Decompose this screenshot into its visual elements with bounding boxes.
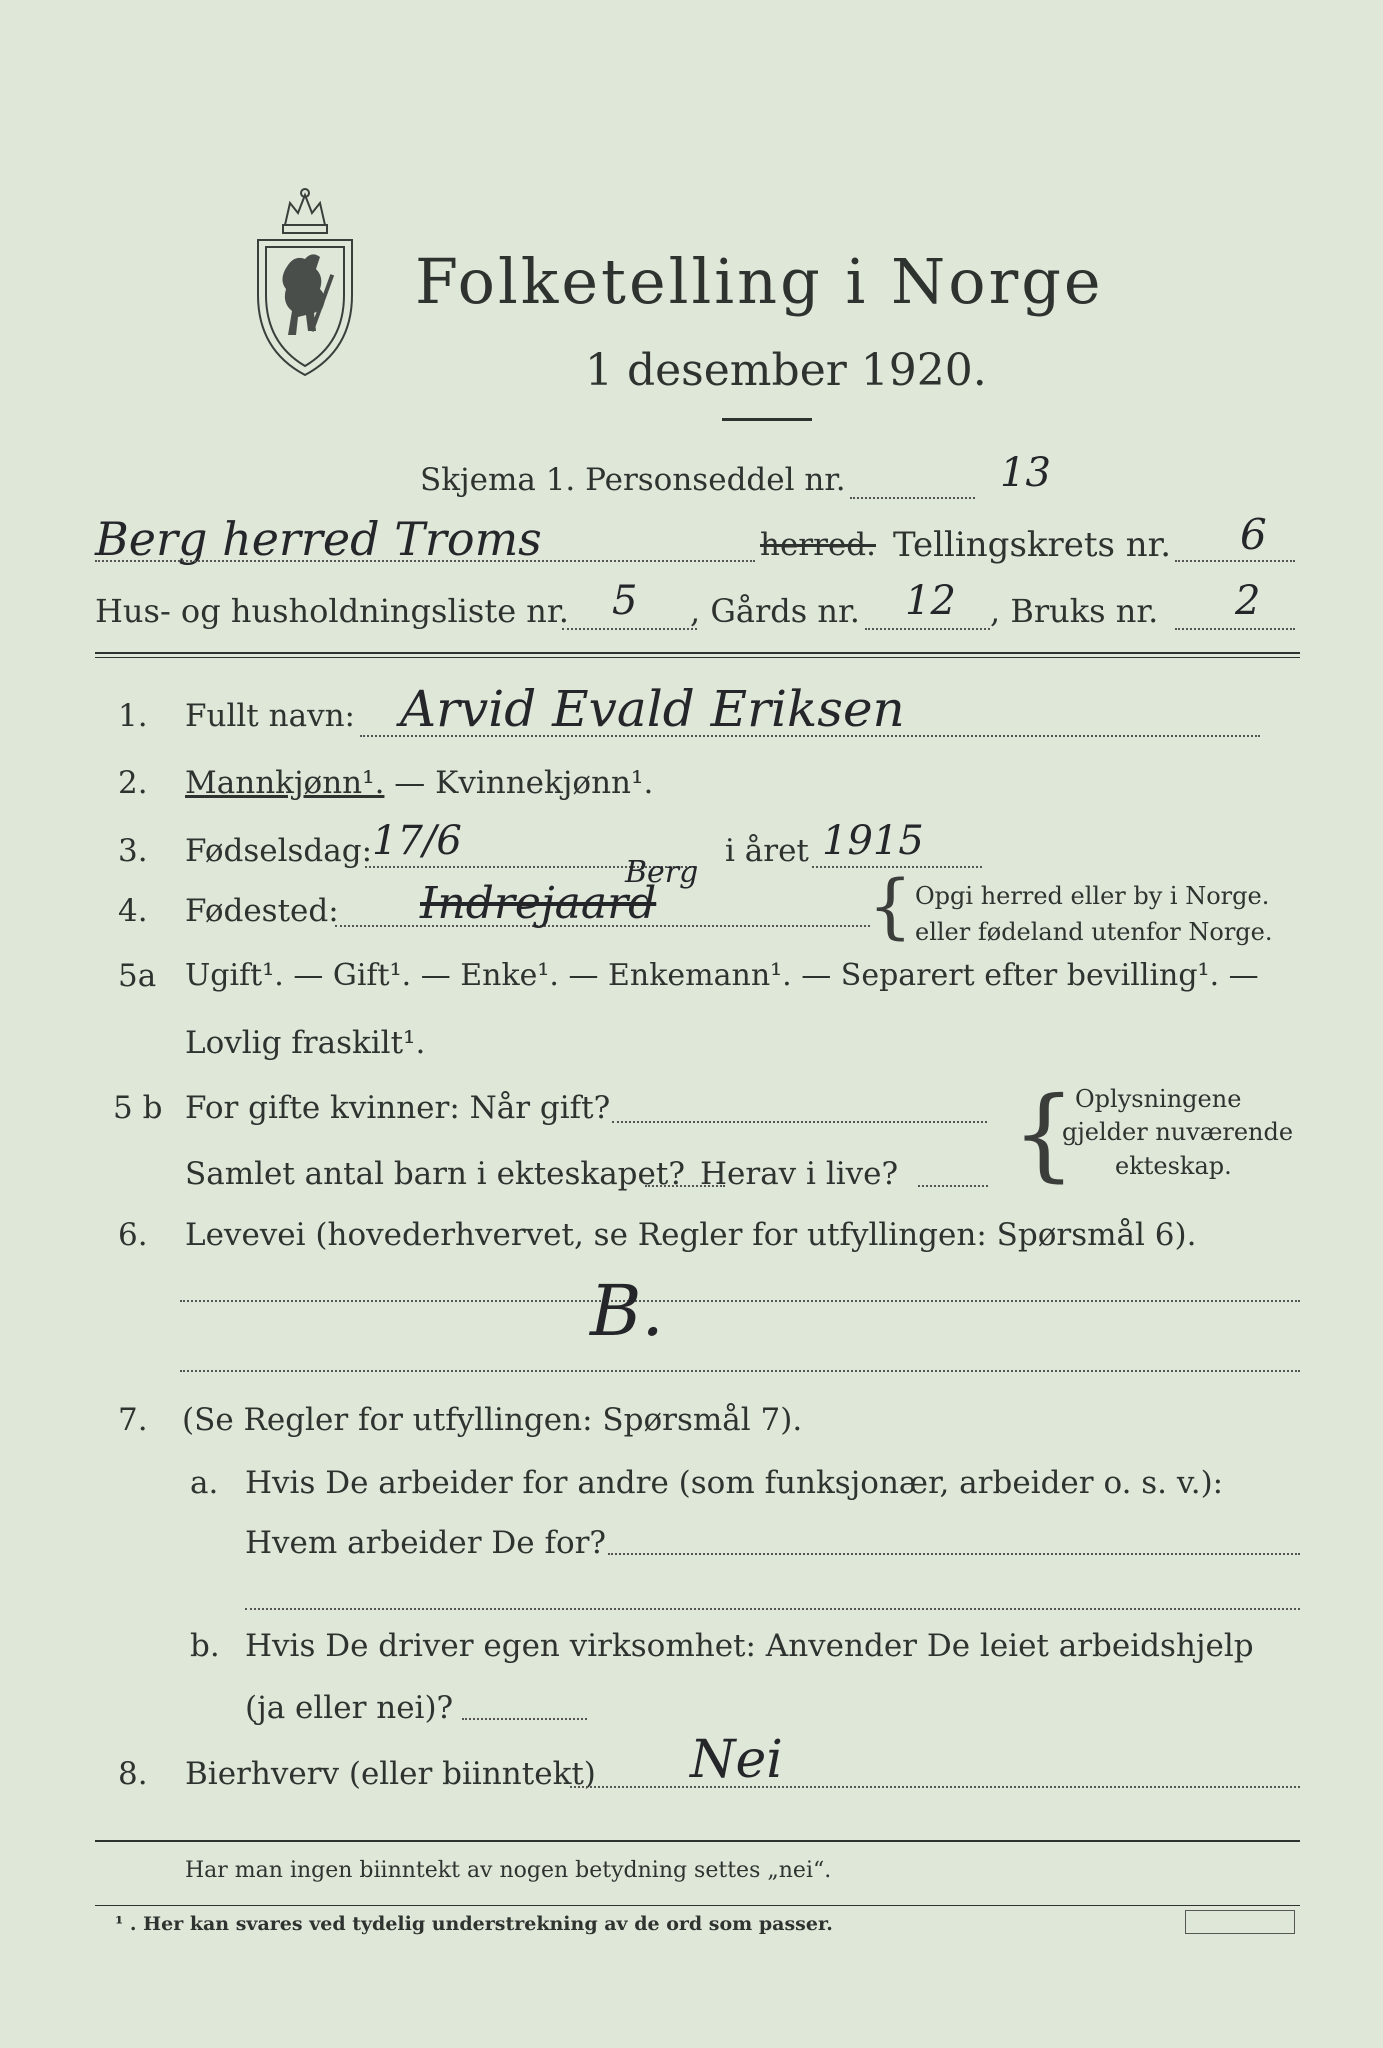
q5b-note-3: ekteskap.: [1115, 1152, 1232, 1180]
q3-year-label: i året: [725, 833, 809, 869]
q6-fill-line-1: [180, 1300, 1300, 1302]
tellingskrets-value: 6: [1240, 510, 1267, 559]
header-divider-2: [95, 657, 1300, 658]
q4-note-2: eller fødeland utenfor Norge.: [915, 918, 1273, 946]
q5b-note-2: gjelder nuværende: [1062, 1118, 1294, 1146]
q4-brace: {: [868, 865, 913, 947]
q2-number: 2.: [118, 765, 148, 801]
q6-fill-line-2: [180, 1370, 1300, 1372]
gards-label: , Gårds nr.: [690, 592, 860, 630]
q5b-line-2a: Samlet antal barn i ekteskapet?: [185, 1156, 685, 1192]
q6-value: B.: [590, 1270, 664, 1352]
q3-year-value: 1915: [822, 818, 924, 864]
gards-value: 12: [905, 578, 956, 624]
q7b-line-2: (ja eller nei)?: [245, 1690, 454, 1726]
coat-of-arms-icon: [250, 185, 360, 380]
q5b-number: 5 b: [113, 1090, 163, 1126]
tellingskrets-fill-line: [1175, 560, 1295, 562]
q8-value: Nei: [690, 1730, 783, 1790]
hus-liste-fill-line: [562, 628, 697, 630]
q5a-line-1: Ugift¹. — Gift¹. — Enke¹. — Enkemann¹. — Separert efter bevilling¹. —: [185, 958, 1259, 993]
biinntekt-note: Har man ingen biinntekt av nogen betydning settes „nei“.: [185, 1858, 832, 1883]
title-divider: [722, 418, 812, 421]
census-date: 1 desember 1920.: [585, 345, 987, 396]
q4-number: 4.: [118, 893, 148, 929]
q6-label: Levevei (hovederhvervet, se Regler for utfyllingen: Spørsmål 6).: [185, 1217, 1197, 1253]
q7a-fill-line-1: [608, 1553, 1300, 1555]
hus-liste-value: 5: [612, 578, 638, 624]
q7a-fill-line-2: [245, 1608, 1300, 1610]
q8-number: 8.: [118, 1756, 148, 1792]
footnote-divider: [95, 1905, 1300, 1906]
q6-number: 6.: [118, 1217, 148, 1253]
q7-number: 7.: [118, 1402, 148, 1438]
q3-number: 3.: [118, 833, 148, 869]
printer-stamp: [1185, 1910, 1295, 1934]
q4-note-1: Opgi herred eller by i Norge.: [915, 882, 1270, 910]
q3-label: Fødselsdag:: [185, 833, 373, 869]
q3-value: 17/6: [372, 818, 462, 864]
q7a-line-1: Hvis De arbeider for andre (som funksjonær, arbeider o. s. v.):: [245, 1465, 1224, 1501]
schema-fill-line: [850, 497, 975, 499]
q7a-line-2: Hvem arbeider De for?: [245, 1525, 607, 1561]
q4-value-correction: Berg: [625, 855, 699, 890]
bruks-fill-line: [1175, 628, 1295, 630]
gards-fill-line: [865, 628, 990, 630]
q8-fill-line: [570, 1786, 1300, 1788]
q5b-note-1: Oplysningene: [1075, 1085, 1242, 1113]
bruks-value: 2: [1235, 578, 1261, 624]
q8-label: Bierhverv (eller biinntekt): [185, 1756, 596, 1792]
herred-value: Berg herred Troms: [95, 512, 542, 566]
q5b-brace: {: [1012, 1075, 1076, 1192]
q7b-number: b.: [190, 1628, 220, 1664]
q4-value: Indrejaard: [420, 878, 657, 929]
schema-value: 13: [1000, 450, 1051, 496]
q5b-line-1: For gifte kvinner: Når gift?: [185, 1090, 611, 1126]
q7b-fill-line: [462, 1718, 587, 1720]
q1-value: Arvid Evald Eriksen: [400, 680, 905, 738]
herred-label: herred.: [760, 527, 876, 563]
tellingskrets-label: Tellingskrets nr.: [893, 525, 1172, 565]
footer-divider: [95, 1840, 1300, 1842]
q5a-line-2: Lovlig fraskilt¹.: [185, 1025, 426, 1061]
form-title: Folketelling i Norge: [415, 245, 1104, 318]
q5b-alive-fill-line: [918, 1185, 988, 1187]
hus-liste-label: Hus- og husholdningsliste nr.: [95, 592, 569, 630]
herred-fill-line: [95, 560, 755, 562]
q2-separator: —: [384, 765, 436, 801]
q7b-line-1: Hvis De driver egen virksomhet: Anvender De leiet arbeidshjelp: [245, 1628, 1254, 1664]
q4-label: Fødested:: [185, 893, 339, 929]
q1-number: 1.: [118, 698, 148, 734]
q2-female-option: Kvinnekjønn¹.: [435, 765, 654, 801]
bruks-label: , Bruks nr.: [990, 592, 1159, 630]
q2-options: [185, 765, 653, 801]
footnote: ¹ . Her kan svares ved tydelig understrekning av de ord som passer.: [115, 1913, 833, 1935]
schema-label: Skjema 1. Personseddel nr.: [420, 462, 846, 498]
q2-male-option: Mannkjønn¹.: [185, 765, 385, 801]
q1-label: Fullt navn:: [185, 698, 355, 734]
header-divider-1: [95, 652, 1300, 654]
q5b-line-2b: Herav i live?: [700, 1156, 899, 1192]
q5b-married-fill-line: [612, 1121, 987, 1123]
q5a-number: 5a: [118, 958, 157, 994]
q7-label: (Se Regler for utfyllingen: Spørsmål 7).: [182, 1402, 803, 1438]
q7a-number: a.: [190, 1465, 219, 1501]
